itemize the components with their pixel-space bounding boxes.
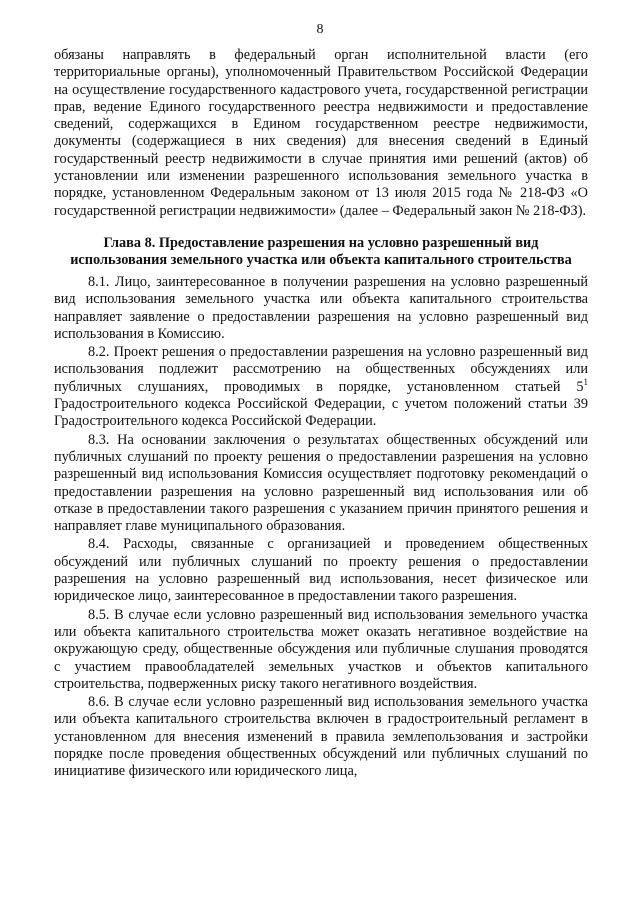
- chapter-heading-line-1: Глава 8. Предоставление разрешения на условно разрешенный вид: [103, 234, 539, 251]
- paragraph-8-3: 8.3. На основании заключения о результатах общественных обсуждений или публичных слушаний по проекту решения о предоставлении разрешения на условно разрешенный вид использования Комиссия осуществляет подготовку рекомендаций о предоставлении разрешения на условно разрешенный вид использования или об отказе в предоставлении такого разрешения с указанием причин принятого решения и направляет главе муниципального образования.: [54, 431, 588, 535]
- paragraph-continuation: обязаны направлять в федеральный орган исполнительной власти (его территориальные органы), уполномоченный Правительством Российской Федерации на осуществление государственного кадастрового учета, государственной регистрации прав, ведение Единого государственного реестра недвижимости и предоставление сведений, содержащихся в Едином государственном реестре недвижимости, документы (содержащиеся в них сведения) для внесения сведений в Единый государственный реестр недвижимости в случае принятия ими решений (актов) об установлении или изменении разрешенного использования земельного участка в порядке, установленном Федеральным законом от 13 июля 2015 года № 218-ФЗ «О государственной регистрации недвижимости» (далее – Федеральный закон № 218-ФЗ).: [54, 47, 588, 219]
- paragraph-8-2-text-end: Градостроительного кодекса Российской Федерации, с учетом положений статьи 39 Градостроительного кодекса Российской Федерации.: [54, 396, 588, 430]
- document-body: [54, 47, 588, 781]
- paragraph-8-2: [54, 344, 588, 430]
- page-number: 8: [316, 22, 324, 37]
- article-superscript: 1: [583, 376, 588, 387]
- chapter-heading-line-2: использования земельного участка или объекта капитального строительства: [70, 251, 572, 268]
- paragraph-8-5: 8.5. В случае если условно разрешенный вид использования земельного участка или объекта капитального строительства может оказать негативное воздействие на окружающую среду, общественные обсуждения или публичные слушания проводятся с участием правообладателей земельных участков и объектов капитального строительства, подверженных риску такого негативного воздействия.: [54, 606, 588, 692]
- paragraph-8-6: 8.6. В случае если условно разрешенный вид использования земельного участка или объекта капитального строительства включен в градостроительный регламент в установленном для внесения изменений в правила землепользования и застройки порядке после проведения общественных обсуждений или публичных слушаний по инициативе физического или юридического лица,: [54, 694, 588, 780]
- paragraph-8-1: 8.1. Лицо, заинтересованное в получении разрешения на условно разрешенный вид использования земельного участка или объекта капитального строительства направляет заявление о предоставлении разрешения на условно разрешенный вид использования в Комиссию.: [54, 273, 588, 342]
- chapter-heading: [54, 235, 588, 269]
- paragraph-8-2-text-start: 8.2. Проект решения о предоставлении разрешения на условно разрешенный вид использования подлежит рассмотрению на общественных обсуждениях или публичных слушаниях, проводимых в порядке, установленном статьей 5: [54, 344, 588, 395]
- paragraph-8-4: 8.4. Расходы, связанные с организацией и проведением общественных обсуждений или публичных слушаний по проекту решения о предоставлении разрешения на условно разрешенный вид использования, несет физическое или юридическое лицо, заинтересованное в предоставлении такого разрешения.: [54, 536, 588, 605]
